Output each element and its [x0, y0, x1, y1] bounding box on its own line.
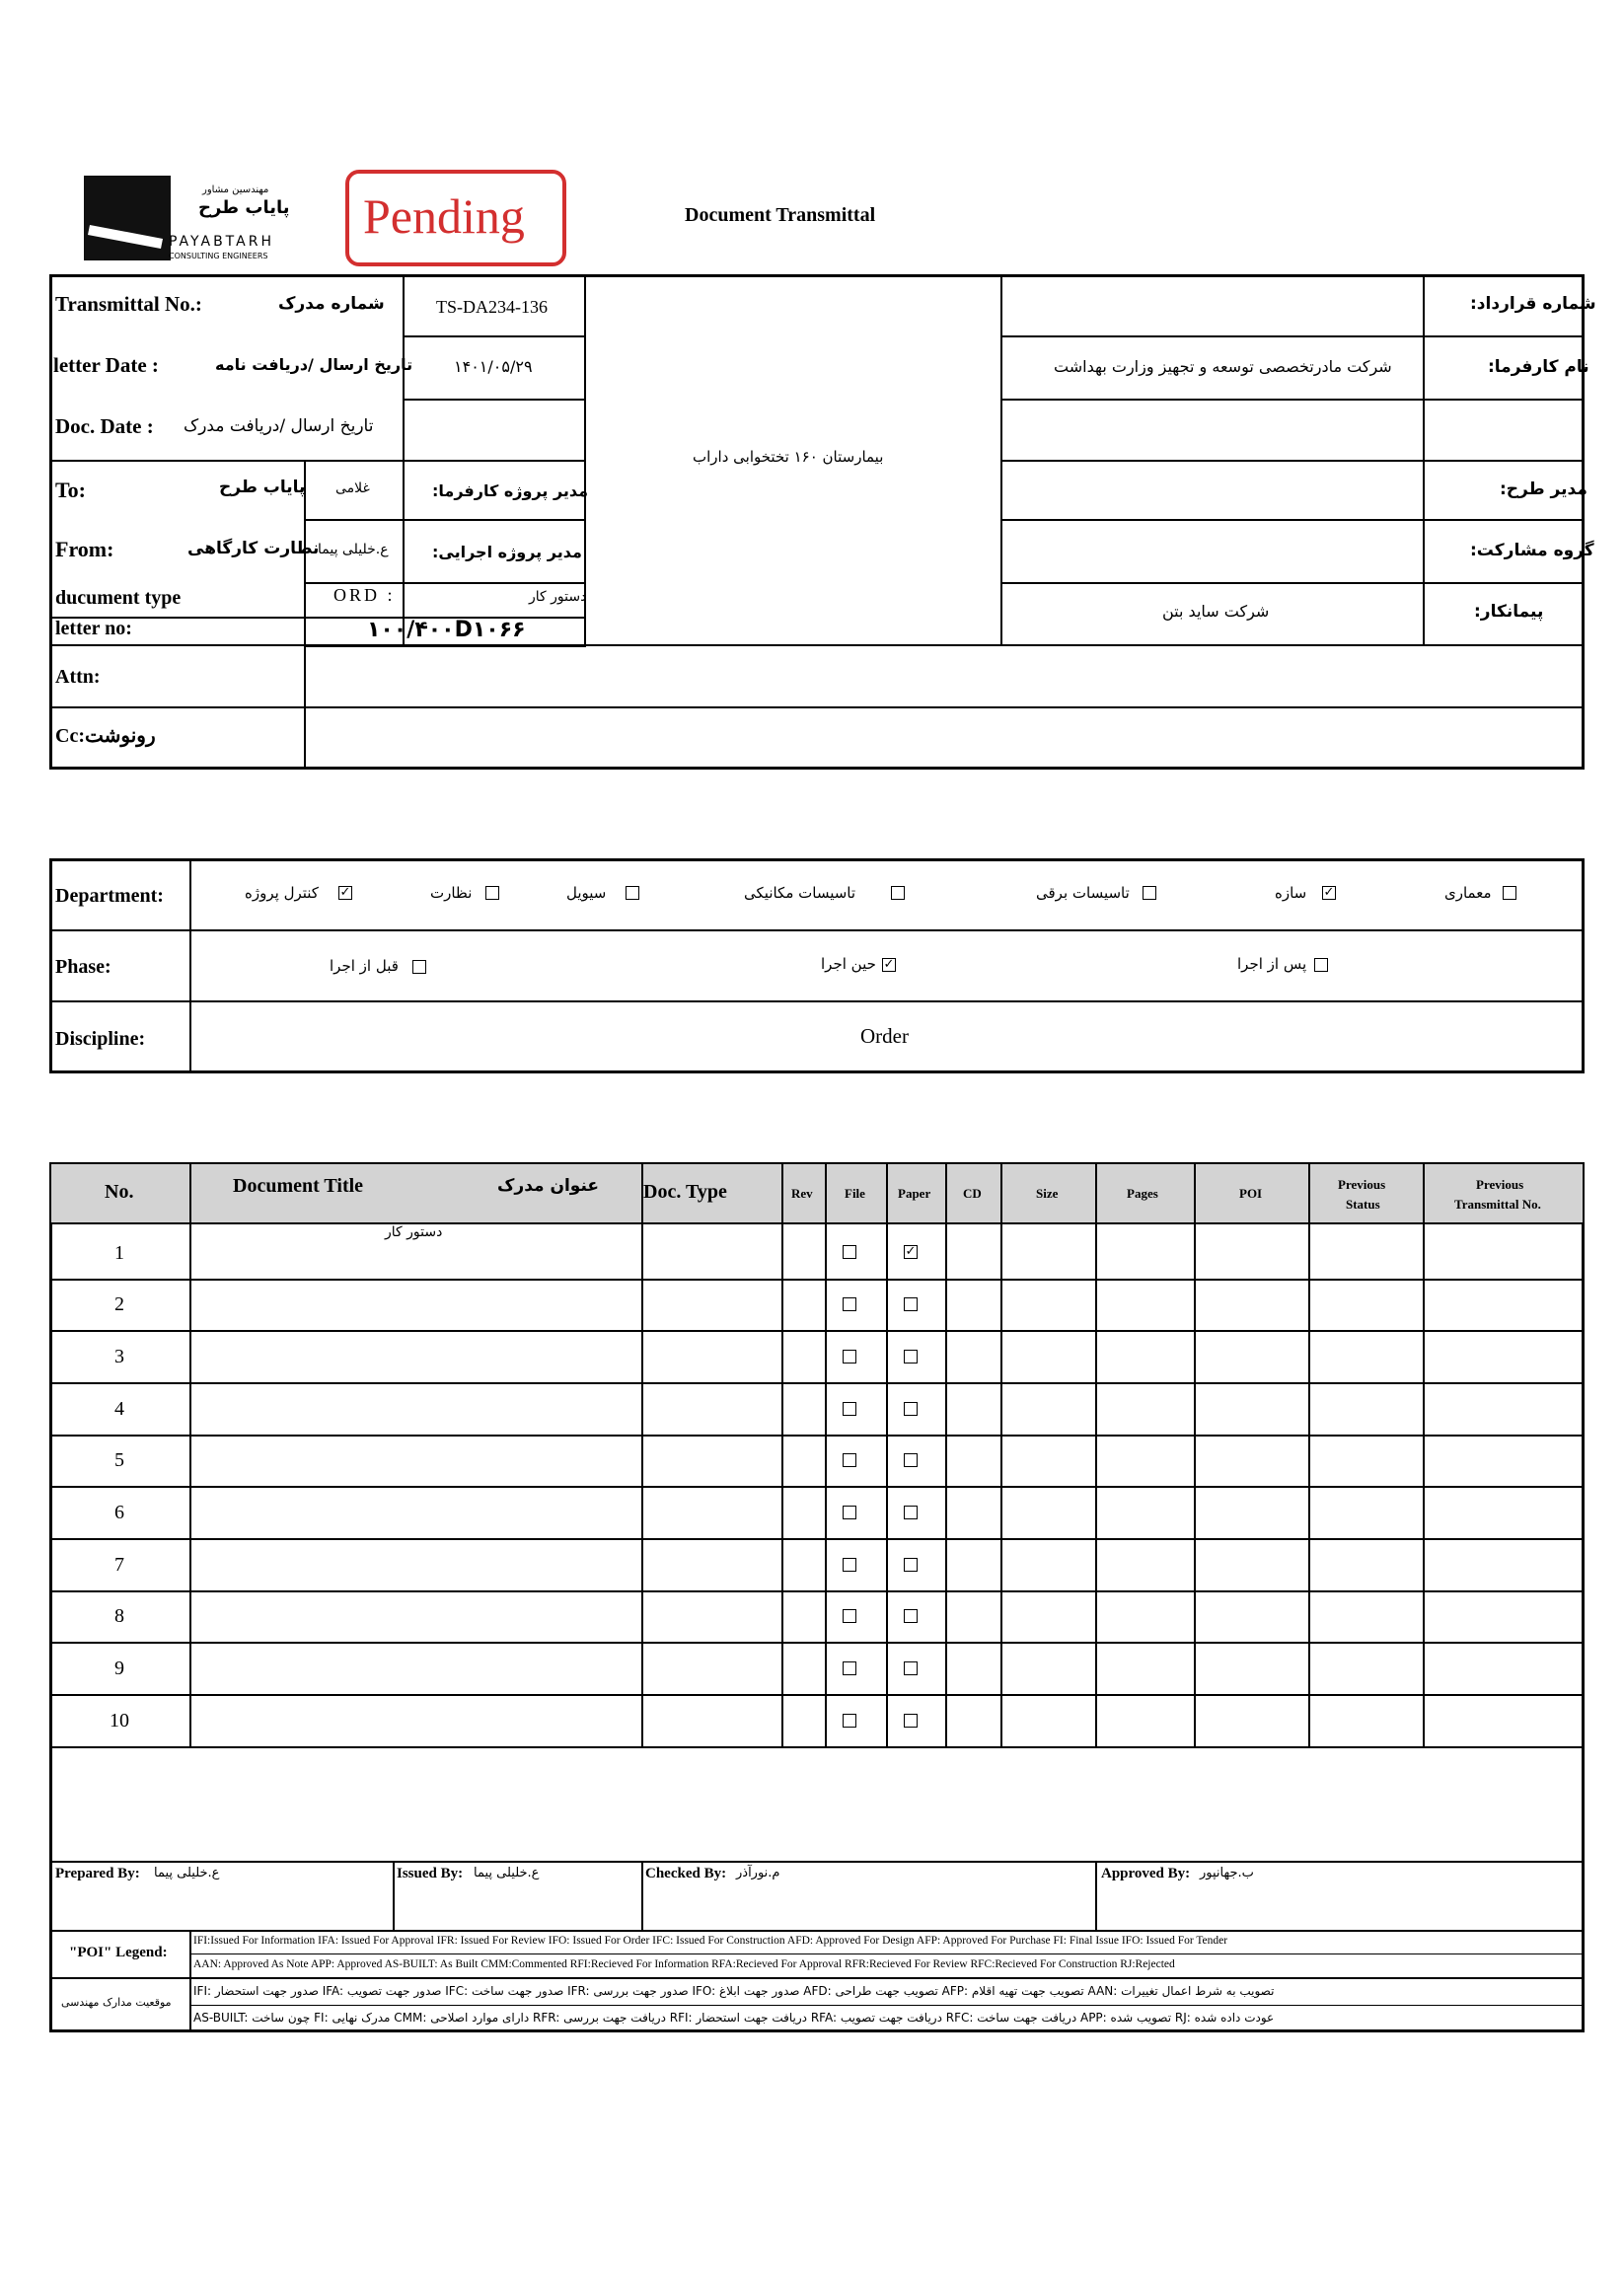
- dept-checkbox-structure[interactable]: ✓: [1323, 885, 1335, 900]
- dept-checkbox-supervision[interactable]: [485, 886, 499, 900]
- col-header-prev-trans-2: Transmittal No.: [1454, 1197, 1541, 1212]
- letter-date-fa-label: تاریخ ارسال /دریافت نامه: [215, 355, 413, 374]
- dept-label-architecture: معماری: [1444, 884, 1492, 902]
- row-10-paper-checkbox[interactable]: [904, 1714, 918, 1728]
- poi-legend-line-2: AAN: Approved As Note APP: Approved AS-BUILT: As Built CMM:Commented RFI:Recieved For Information RFA:Recieved For Approval RFR:Recieved For Review RFC:Recieved For Construction RJ:Rejected: [193, 1958, 1175, 1970]
- dept-label-mechanical: تاسیسات مکانیکی: [744, 884, 856, 902]
- attn-label: Attn:: [55, 666, 101, 688]
- to-person: غلامی: [335, 480, 370, 496]
- row-2-no: 2: [114, 1293, 124, 1315]
- dept-checkbox-project-control[interactable]: ✓: [339, 885, 351, 900]
- row-2-file-checkbox[interactable]: [843, 1297, 856, 1311]
- poi-legend-line-3: IFI: صدور جهت استحضار IFA: صدور جهت تصویب IFC: صدور جهت ساخت IFR: صدور جهت بررسی IFO: صدور جهت ابلاغ AFD: تصویب جهت طراحی AFP: تصویب جهت تهیه اقلام AAN: تصویب به شرط اعمال تغییرات: [193, 1984, 1275, 1998]
- company-logo: [84, 176, 291, 264]
- employer-value: شرکت مادرتخصصی توسعه و تجهیز وزارت بهداشت: [1054, 357, 1392, 376]
- row-7-paper-checkbox[interactable]: [904, 1558, 918, 1572]
- col-header-doc-type: Doc. Type: [643, 1181, 727, 1203]
- checked-by-label: Checked By:: [645, 1866, 727, 1881]
- col-header-no: No.: [105, 1181, 134, 1203]
- department-label: Department:: [55, 885, 164, 907]
- phase-checkbox-during[interactable]: ✓: [883, 957, 895, 972]
- to-label: To:: [55, 478, 86, 502]
- poi-legend-line-4: AS-BUILT: چون ساخت FI: مدرک نهایی CMM: دارای موارد اصلاحی RFR: دریافت جهت بررسی RFI: دریافت جهت استحضار RFA: دریافت جهت تصویب RFC: دریافت جهت ساخت APP: تصویب شده RJ: عودت داده شده: [193, 2011, 1275, 2025]
- issued-by-label: Issued By:: [397, 1866, 464, 1881]
- col-header-rev: Rev: [791, 1186, 813, 1201]
- discipline-label: Discipline:: [55, 1028, 146, 1050]
- contractor-label: پیمانکار:: [1474, 602, 1544, 622]
- dept-checkbox-architecture[interactable]: [1503, 886, 1516, 900]
- row-1-no: 1: [114, 1242, 124, 1264]
- col-header-poi: POI: [1239, 1186, 1263, 1201]
- partnership-label: گروه مشارکت:: [1470, 541, 1594, 560]
- doc-type-code: ORD :: [333, 585, 396, 605]
- row-1-paper-checkbox[interactable]: ✓: [905, 1244, 917, 1259]
- dept-label-supervision: نظارت: [430, 884, 473, 902]
- project-name: بیمارستان ۱۶۰ تختخوابی داراب: [693, 448, 884, 466]
- poi-legend-label: "POI" Legend:: [69, 1945, 168, 1960]
- row-5-file-checkbox[interactable]: [843, 1453, 856, 1467]
- to-value: پایاب طرح: [219, 478, 306, 497]
- pending-stamp: [345, 170, 566, 266]
- row-8-file-checkbox[interactable]: [843, 1609, 856, 1623]
- row-9-no: 9: [114, 1658, 124, 1679]
- dept-checkbox-civil[interactable]: [626, 886, 639, 900]
- stamp-text: Pending: [363, 188, 525, 244]
- poi-legend-line-1: IFI:Issued For Information IFA: Issued For Approval IFR: Issued For Review IFO: Issued For Order IFC: Issued For Construction AFD: Approved For Design AFP: Approved For Purchase FI: Final Issue IFO: Issued For Tender: [193, 1935, 1228, 1947]
- phase-checkbox-before[interactable]: [412, 960, 426, 974]
- row-8-no: 8: [114, 1605, 124, 1627]
- approved-by-value: ب.جهانپور: [1200, 1866, 1254, 1880]
- row-8-paper-checkbox[interactable]: [904, 1609, 918, 1623]
- row-9-file-checkbox[interactable]: [843, 1661, 856, 1675]
- transmittal-no-fa-label: شماره مدرک: [278, 294, 385, 314]
- row-6-paper-checkbox[interactable]: [904, 1506, 918, 1519]
- dept-checkbox-electrical[interactable]: [1143, 886, 1156, 900]
- employer-label: نام کارفرما:: [1488, 357, 1589, 377]
- phase-label: Phase:: [55, 956, 111, 978]
- logo-text-fa-small: مهندسین مشاور: [202, 184, 269, 195]
- row-6-file-checkbox[interactable]: [843, 1506, 856, 1519]
- dept-label-project-control: کنترل پروژه: [245, 884, 319, 902]
- from-value: نظارت کارگاهی: [187, 539, 320, 558]
- row-7-no: 7: [114, 1554, 124, 1576]
- from-person: ع.خلیلی پیما: [318, 542, 389, 557]
- phase-label-during: حین اجرا: [821, 955, 876, 973]
- dept-checkbox-mechanical[interactable]: [891, 886, 905, 900]
- col-header-prev-trans-1: Previous: [1476, 1177, 1524, 1192]
- row-9-paper-checkbox[interactable]: [904, 1661, 918, 1675]
- dept-label-civil: سیویل: [566, 884, 607, 902]
- row-3-file-checkbox[interactable]: [843, 1350, 856, 1364]
- engineering-status-label: موقعیت مدارک مهندسی: [61, 1996, 172, 2009]
- row-4-paper-checkbox[interactable]: [904, 1402, 918, 1416]
- col-header-title-en: Document Title: [233, 1175, 364, 1197]
- row-4-file-checkbox[interactable]: [843, 1402, 856, 1416]
- doc-date-fa-label: تاریخ ارسال /دریافت مدرک: [184, 416, 374, 436]
- from-role-label: مدیر پروژه اجرایی:: [432, 543, 582, 561]
- contract-no-label: شماره قرارداد:: [1470, 294, 1596, 314]
- approved-by-label: Approved By:: [1101, 1866, 1191, 1881]
- design-manager-label: مدیر طرح:: [1500, 479, 1587, 499]
- row-1-file-checkbox[interactable]: [843, 1245, 856, 1259]
- letter-date-label: letter Date :: [53, 353, 159, 377]
- doc-type-label: ducument type: [55, 587, 182, 609]
- phase-label-after: پس از اجرا: [1237, 955, 1307, 973]
- col-header-pages: Pages: [1127, 1186, 1158, 1201]
- contractor-value: شرکت ساید بتن: [1162, 602, 1270, 621]
- cc-label: Cc:رونوشت: [55, 725, 156, 747]
- row-2-paper-checkbox[interactable]: [904, 1297, 918, 1311]
- col-header-title-fa: عنوان مدرک: [497, 1176, 600, 1196]
- to-role-label: مدیر پروژه کارفرما:: [432, 481, 589, 500]
- row-6-no: 6: [114, 1502, 124, 1523]
- col-header-prev-status-2: Status: [1346, 1197, 1380, 1212]
- row-10-file-checkbox[interactable]: [843, 1714, 856, 1728]
- row-7-file-checkbox[interactable]: [843, 1558, 856, 1572]
- logo-text-en-sub: CONSULTING ENGINEERS: [169, 252, 268, 260]
- dept-label-structure: سازه: [1275, 884, 1307, 902]
- logo-text-en: PAYABTARH: [169, 234, 274, 250]
- row-10-no: 10: [110, 1710, 129, 1732]
- phase-label-before: قبل از اجرا: [330, 957, 399, 975]
- transmittal-no-label: Transmittal No.:: [55, 292, 202, 316]
- document-table: [49, 1162, 1585, 2032]
- from-label: From:: [55, 537, 114, 561]
- checked-by-value: م.نورآذر: [736, 1866, 780, 1880]
- dept-label-electrical: تاسیسات برقی: [1036, 884, 1130, 902]
- info-box: [49, 274, 1585, 770]
- letter-date-value: ۱۴۰۱/۰۵/۲۹: [454, 357, 533, 376]
- prepared-by-value: ع.خلیلی پیما: [154, 1866, 220, 1880]
- logo-text-fa: پایاب طرح: [198, 197, 290, 218]
- doc-type-fa: دستور کار: [529, 589, 587, 605]
- discipline-value: Order: [860, 1024, 909, 1048]
- prepared-by-label: Prepared By:: [55, 1866, 140, 1881]
- col-header-prev-status-1: Previous: [1338, 1177, 1386, 1192]
- col-header-cd: CD: [963, 1186, 982, 1201]
- col-header-file: File: [845, 1186, 865, 1201]
- row-3-no: 3: [114, 1346, 124, 1367]
- col-header-paper: Paper: [898, 1186, 931, 1201]
- row-5-no: 5: [114, 1449, 124, 1471]
- letter-no-label: letter no:: [55, 618, 132, 639]
- transmittal-no-value: TS-DA234-136: [436, 297, 548, 317]
- letter-no-value: ۱۰۰/۴۰۰D۱۰۶۶: [367, 618, 526, 642]
- col-header-size: Size: [1036, 1186, 1059, 1201]
- phase-checkbox-after[interactable]: [1314, 958, 1328, 972]
- row-5-paper-checkbox[interactable]: [904, 1453, 918, 1467]
- page-title: Document Transmittal: [685, 204, 876, 226]
- logo-mark-icon: [84, 176, 171, 260]
- issued-by-value: ع.خلیلی پیما: [474, 1866, 540, 1880]
- row-1-title: دستور کار: [385, 1224, 443, 1240]
- row-3-paper-checkbox[interactable]: [904, 1350, 918, 1364]
- doc-date-label: Doc. Date :: [55, 414, 154, 438]
- row-4-no: 4: [114, 1398, 124, 1420]
